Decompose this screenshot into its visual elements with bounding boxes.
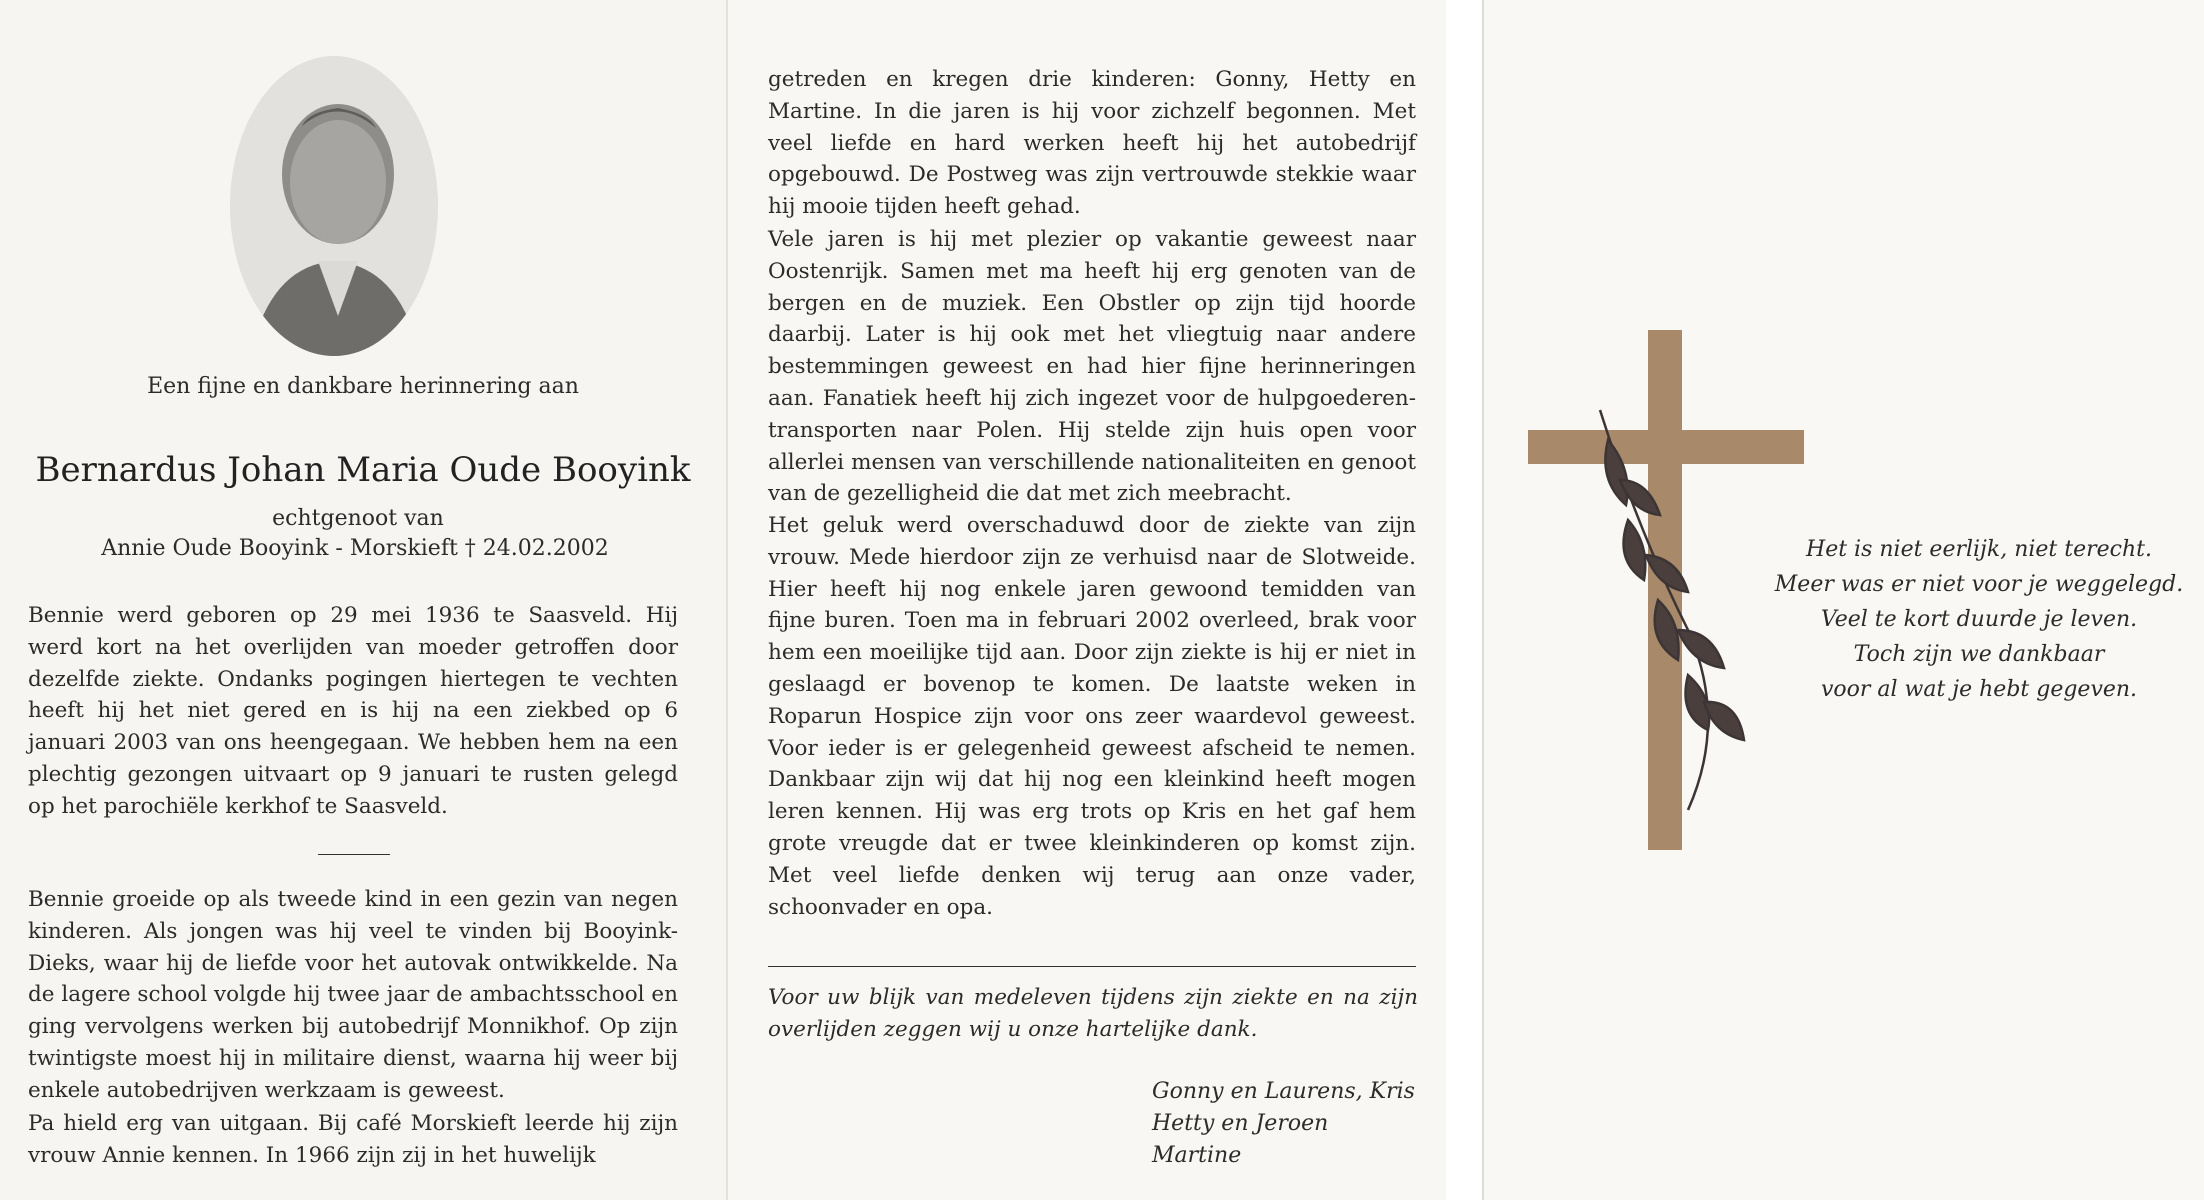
poem-line: Veel te kort duurde je leven. — [1820, 607, 2138, 632]
left-page — [0, 0, 726, 1200]
poem-line: Het is niet eerlijk, niet terecht. — [1806, 537, 2152, 562]
poem-line: Toch zijn we dankbaar — [1853, 642, 2105, 667]
intro-text: Een fijne en dankbare herinnering aan — [147, 374, 579, 399]
poem-line: voor al wat je hebt gegeven. — [1820, 677, 2138, 702]
signers — [1152, 1076, 1442, 1172]
signer-line: Hetty en Jeroen — [1152, 1111, 1329, 1136]
middle-paragraph-1: getreden en kregen drie kinderen: Gonny, Hetty en Martine. In die jaren is hij voor zichzelf begonnen. Met veel liefde en hard werken heeft hij het autobedrijf opgebouwd. De Postweg was zijn vertrouwde stekkie waar hij mooie tijden heeft gehad. — [768, 67, 1416, 220]
left-paragraph-3: Pa hield erg van uitgaan. Bij café Morskieft leerde hij zijn vrouw Annie kennen. In 1966 zijn zij in het huwelijk — [28, 1111, 678, 1168]
right-page — [1482, 0, 2204, 1200]
portrait-photo — [230, 56, 438, 356]
poem-line: Meer was er niet voor je weggelegd. — [1774, 572, 2184, 597]
signer-line: Gonny en Laurens, Kris — [1152, 1079, 1415, 1104]
middle-page — [726, 0, 1448, 1200]
short-divider — [318, 854, 390, 855]
thanks-text: Voor uw blijk van medeleven tijdens zijn ziekte en na zijn overlijden zeggen wij u onze hartelijke dank. — [768, 985, 1418, 1042]
signer-line: Martine — [1152, 1143, 1242, 1168]
divider-line — [768, 966, 1416, 967]
page-gutter — [1446, 0, 1482, 1200]
spouse-line: Annie Oude Booyink - Morskieft † 24.02.2002 — [101, 536, 609, 561]
poem — [1769, 532, 2189, 707]
deceased-name: Bernardus Johan Maria Oude Booyink — [35, 450, 691, 490]
spouse-label: echtgenoot van — [272, 506, 444, 531]
left-paragraph-1: Bennie werd geboren op 29 mei 1936 te Saasveld. Hij werd kort na het overlijden van moeder getroffen door dezelfde ziekte. Ondanks pogingen hiertegen te vechten heeft hij het niet gered en is hij na een ziekbed op 6 januari 2003 van ons heengegaan. We hebben hem na een plechtig gezongen uitvaart op 9 januari te rusten gelegd op het parochiële kerkhof te Saasveld. — [28, 603, 678, 819]
middle-paragraph-3: Het geluk werd overschaduwd door de ziekte van zijn vrouw. Mede hierdoor zijn ze verhuisd naar de Slotweide. Hier heeft hij nog enkele jaren gewoond temidden van fijne buren. Toen ma in februari 2002 overleed, brak voor hem een moeilijke tijd aan. Door zijn ziekte is hij er niet in geslaagd er bovenop te komen. De laatste weken in Roparun Hospice zijn voor ons zeer waardevol geweest. Voor ieder is er gelegenheid geweest afscheid te nemen. Dankbaar zijn wij dat hij nog een kleinkind heeft mogen leren kennen. Hij was erg trots op Kris en het gaf hem grote vreugde dat er twee kleinkinderen op komst zijn. Met veel liefde denken wij terug aan onze vader, schoonvader en opa. — [768, 513, 1416, 920]
middle-paragraph-2: Vele jaren is hij met plezier op vakantie geweest naar Oostenrijk. Samen met ma heeft hij erg genoten van de bergen en de muziek. Een Obstler op zijn tijd hoorde daarbij. Later is hij ook met het vliegtuig naar andere bestemmingen geweest en had hier fijne herinneringen aan. Fanatiek heeft hij zich ingezet voor de hulpgoederen-transporten naar Polen. Hij stelde zijn huis open voor allerlei mensen van verschillende nationaliteiten en genoot van de gezelligheid die dat met zich meebracht. — [768, 227, 1416, 507]
left-paragraph-2: Bennie groeide op als tweede kind in een gezin van negen kinderen. Als jongen was hij veel te vinden bij Booyink-Dieks, waar hij de liefde voor het autovak ontwikkelde. Na de lagere school volgde hij twee jaar de ambachtsschool en ging vervolgens werken bij autobedrijf Monnikhof. Op zijn twintigste moest hij in militaire dienst, waarna hij weer bij enkele autobedrijven werkzaam is geweest. — [28, 887, 678, 1103]
